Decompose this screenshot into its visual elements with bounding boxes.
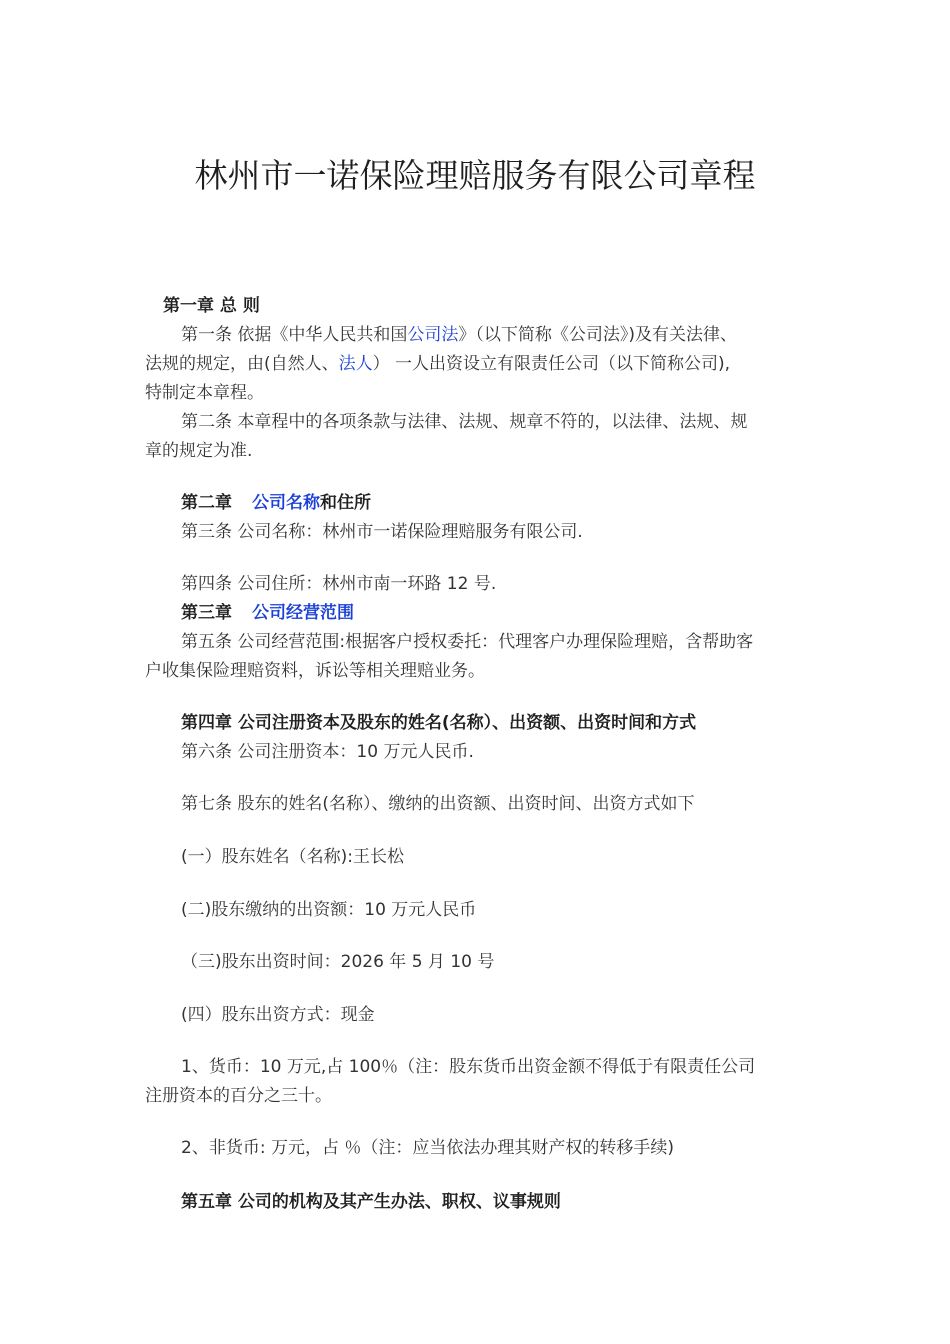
article-5-line-2: 户收集保险理赔资料，诉讼等相关理赔业务。	[145, 661, 485, 681]
article-1-line-3: 特制定本章程。	[145, 383, 264, 403]
non-currency-line: 2、非货币: 万元，占 ％（注：应当依法办理其财产权的转移手续)	[181, 1138, 674, 1158]
capital-amount-item: (二)股东缴纳的出资额：10 万元人民币	[181, 900, 477, 920]
article-1-text-c: 法规的规定，由(自然人、	[145, 354, 339, 374]
article-1-line-1	[181, 325, 737, 345]
article-7: 第七条 股东的姓名(名称）、缴纳的出资额、出资时间、出资方式如下	[181, 794, 695, 814]
currency-line-1: 1、货币：10 万元,占 100％（注：股东货币出资金额不得低于有限责任公司	[181, 1057, 756, 1077]
article-1-line-2	[145, 354, 730, 374]
chapter-4-heading: 第四章 公司注册资本及股东的姓名(名称）、出资额、出资时间和方式	[181, 713, 697, 733]
article-2-line-2: 章的规定为准.	[145, 441, 253, 461]
article-1-text-b: 》（以下简称《公司法》)及有关法律、	[458, 325, 738, 345]
company-law-link[interactable]: 公司法	[407, 325, 459, 345]
article-6: 第六条 公司注册资本：10 万元人民币.	[181, 742, 474, 762]
chapter-2-rest: 和住所	[320, 493, 371, 513]
capital-method-item: (四）股东出资方式：现金	[181, 1005, 375, 1025]
chapter-3-heading	[181, 603, 354, 623]
shareholder-name-item: (一）股东姓名（名称):王长松	[181, 847, 404, 867]
article-3: 第三条 公司名称：林州市一诺保险理赔服务有限公司.	[181, 522, 583, 542]
currency-line-2: 注册资本的百分之三十。	[145, 1086, 332, 1106]
article-1-text-d: ） 一人出资设立有限责任公司（以下简称公司),	[372, 354, 731, 374]
chapter-2-heading	[181, 493, 371, 513]
chapter-5-heading: 第五章 公司的机构及其产生办法、职权、议事规则	[181, 1192, 561, 1212]
article-1-text-a: 第一条 依据《中华人民共和国	[181, 325, 408, 345]
chapter-3-number: 第三章	[181, 603, 232, 623]
chapter-2-number: 第二章	[181, 493, 232, 513]
document-title: 林州市一诺保险理赔服务有限公司章程	[194, 156, 756, 195]
chapter-1-heading: 第一章 总 则	[163, 296, 260, 316]
article-4: 第四条 公司住所：林州市南一环路 12 号.	[181, 574, 497, 594]
legal-person-link[interactable]: 法人	[338, 354, 373, 374]
article-5-line-1: 第五条 公司经营范围:根据客户授权委托：代理客户办理保险理赔，含帮助客	[181, 632, 754, 652]
business-scope-link[interactable]: 公司经营范围	[252, 603, 354, 623]
capital-time-item: （三)股东出资时间：2026 年 5 月 10 号	[181, 952, 495, 972]
article-2-line-1: 第二条 本章程中的各项条款与法律、法规、规章不符的，以法律、法规、规	[181, 412, 748, 432]
company-name-link[interactable]: 公司名称	[252, 493, 320, 513]
